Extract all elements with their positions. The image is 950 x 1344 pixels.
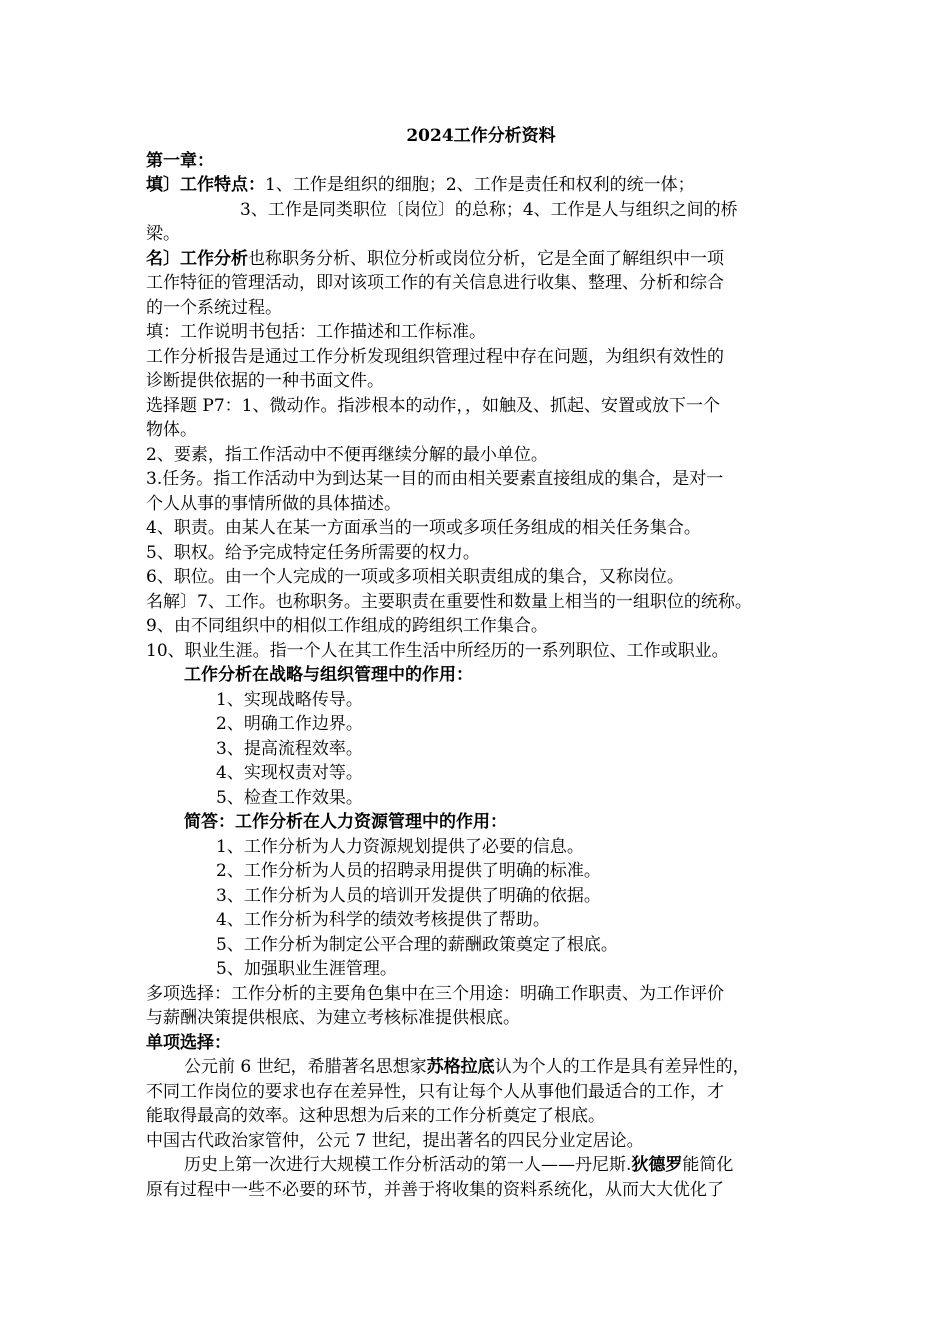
terms-item-3-line-1: 3.任务。指工作活动中为到达某一目的而由相关要素直接组成的集合，是对一 <box>146 469 724 489</box>
definition-text-1: 也称职务分析、职位分析或岗位分析，它是全面了解组织中一项 <box>248 248 724 269</box>
hr-item: 3、工作分析为人员的培训开发提供了明确的依据。 <box>216 885 601 906</box>
hr-item: 5、工作分析为制定公平合理的薪酬政策奠定了根底。 <box>216 934 618 955</box>
hr-item: 5、加强职业生涯管理。 <box>216 959 397 979</box>
strategy-heading: 工作分析在战略与组织管理中的作用： <box>184 665 473 685</box>
terms-item-3-line-2: 个人从事的事情所做的具体描述。 <box>146 493 401 514</box>
terms-item-9: 9、由不同组织中的相似工作组成的跨组织工作集合。 <box>146 616 548 636</box>
strategy-item: 4、实现权责对等。 <box>216 763 363 783</box>
hr-heading: 简答：工作分析在人力资源管理中的作用： <box>184 812 507 832</box>
terms-item-5: 5、职权。给予完成特定任务所需要的权力。 <box>146 542 480 563</box>
terms-item-2: 2、要素，指工作活动中不便再继续分解的最小单位。 <box>146 444 548 465</box>
multiple-line-2: 与薪酬决策提供根底、为建立考核标准提供根底。 <box>146 1008 520 1028</box>
chapter-heading: 第一章： <box>146 150 214 171</box>
single-p3-post: 能简化 <box>682 1155 734 1175</box>
strategy-item: 1、实现战略传导。 <box>216 689 363 710</box>
terms-line-2: 物体。 <box>146 420 197 440</box>
multiple-line-1: 多项选择：工作分析的主要角色集中在三个用途：明确工作职责、为工作评价 <box>146 983 724 1004</box>
document-page <box>146 124 816 1202</box>
features-text-1: 1、工作是组织的细胞；2、工作是责任和权利的统一体； <box>265 175 695 195</box>
terms-item-4: 4、职责。由某人在某一方面承当的一项或多项任务组成的相关任务集合。 <box>146 518 701 538</box>
definition-line-2: 工作特征的管理活动，即对该项工作的有关信息进行收集、整理、分析和综合 <box>146 273 724 293</box>
single-p1-name: 苏格拉底 <box>426 1057 495 1077</box>
hr-item: 1、工作分析为人力资源规划提供了必要的信息。 <box>216 836 584 857</box>
definition-line-3: 的一个系统过程。 <box>146 297 282 318</box>
document-title: 2024工作分析资料 <box>406 126 556 146</box>
single-p1-line-3: 能取得最高的效率。这种思想为后来的工作分析奠定了根底。 <box>146 1106 605 1126</box>
single-p3-name: 狄德罗 <box>631 1155 683 1175</box>
features-line-2: 3、工作是同类职位〔岗位〕的总称；4、工作是人与组织之间的桥 <box>240 199 738 220</box>
hr-item: 4、工作分析为科学的绩效考核提供了帮助。 <box>216 910 550 930</box>
manual-line: 填：工作说明书包括：工作描述和工作标准。 <box>146 322 486 342</box>
single-p1-post: 认为个人的工作是具有差异性的， <box>494 1057 750 1077</box>
terms-item-6: 6、职位。由一个人完成的一项或多项相关职责组成的集合，又称岗位。 <box>146 567 684 587</box>
single-p2: 中国古代政治家管仲，公元 7 世纪，提出著名的四民分业定居论。 <box>146 1130 644 1151</box>
features-line-3: 梁。 <box>146 224 180 244</box>
single-p1-line-1 <box>146 1055 816 1080</box>
single-p3-line-1 <box>146 1153 816 1178</box>
definition-label: 名〕工作分析 <box>146 248 248 269</box>
single-heading: 单项选择： <box>146 1032 231 1053</box>
single-p1-pre: 公元前 6 世纪，希腊著名思想家 <box>184 1057 427 1077</box>
single-p1-line-2: 不同工作岗位的要求也存在差异性，只有让每个人从事他们最适合的工作，才 <box>146 1081 724 1102</box>
single-p3-pre: 历史上第一次进行大规模工作分析活动的第一人——丹尼斯. <box>184 1155 632 1175</box>
definition-line-1 <box>146 247 816 272</box>
features-label: 填〕工作特点： <box>146 175 265 195</box>
strategy-item: 3、提高流程效率。 <box>216 738 363 759</box>
terms-line-1: 选择题 P7：1、微动作。指涉根本的动作，，如触及、抓起、安置或放下一个 <box>146 395 720 416</box>
single-p3-line-2: 原有过程中一些不必要的环节，并善于将收集的资料系统化，从而大大优化了 <box>146 1179 724 1200</box>
strategy-item: 2、明确工作边界。 <box>216 714 363 734</box>
report-line-2: 诊断提供依据的一种书面文件。 <box>146 371 384 391</box>
strategy-item: 5、检查工作效果。 <box>216 787 363 808</box>
terms-item-10: 10、职业生涯。指一个人在其工作生活中所经历的一系列职位、工作或职业。 <box>146 640 729 661</box>
report-line-1: 工作分析报告是通过工作分析发现组织管理过程中存在问题，为组织有效性的 <box>146 346 724 367</box>
hr-item: 2、工作分析为人员的招聘录用提供了明确的标准。 <box>216 861 601 881</box>
terms-item-7: 名解〕7、工作。也称职务。主要职责在重要性和数量上相当的一组职位的统称。 <box>146 591 752 612</box>
features-line-1 <box>146 173 816 198</box>
